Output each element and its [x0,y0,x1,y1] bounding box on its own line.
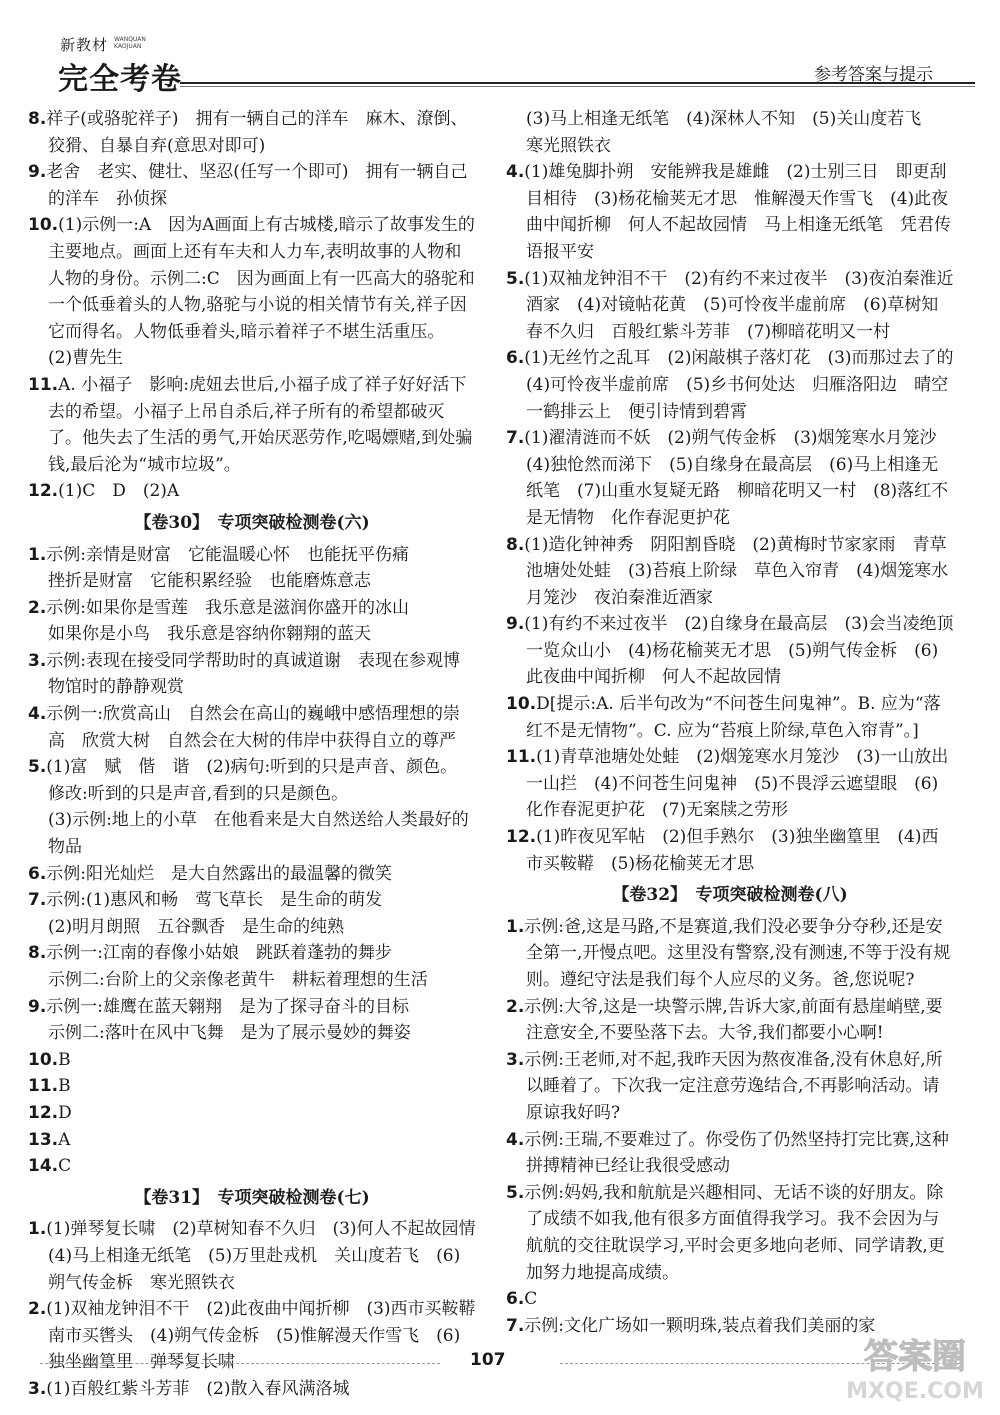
answer-number: 8. [28,109,47,129]
answer-item [28,372,476,478]
answer-text: (1)C D (2)A [58,481,180,502]
answer-number: 2. [28,597,47,618]
header-rule-thin [180,86,975,87]
section-heading-32: 【卷32】 专项突破检测卷(八) [612,885,848,906]
answer-item [28,1100,476,1127]
answer-item [28,1047,476,1074]
answer-number: 8. [506,534,525,555]
continued-answer: (3)马上相逢无纸笔 (4)深林人不知 (5)关山度若飞 寒光照铁衣 [526,109,939,156]
answer-text: B [58,1076,71,1097]
answer-text: 示例:大爷,这是一块警示牌,告诉大家,前面有悬崖峭壁,要注意安全,不要坠落下去。大爷,我们都要小心啊! [524,996,943,1044]
brand-latin [114,36,146,50]
answer-text: 示例:文化广场如一颗明珠,装点着我们美丽的家 [524,1315,876,1336]
answer-item [506,744,954,824]
answer-number: 5. [28,757,47,778]
answer-number: 12. [28,481,59,502]
answer-number: 8. [28,943,47,964]
answer-number: 12. [506,827,537,848]
answer-item [28,1073,476,1100]
answer-subline: (3)示例:地上的小草 在他看来是大自然送给人类最好的物品 [48,810,469,858]
answer-number: 10. [506,694,537,715]
answer-text: (1)弹琴复长啸 (2)草树知春不久归 (3)何人不起故园情 (4)马上相逢无纸笔 (5)万里赴戎机 关山度若飞 (6)朔气传金柝 寒光照铁衣 [46,1219,493,1293]
answer-number: 11. [506,747,537,768]
answer-number: 3. [28,1378,47,1399]
answer-subline: (2)明月朗照 五谷飘香 是生命的纯熟 [48,916,345,937]
answer-text: C [58,1156,72,1177]
answer-text: (1)无丝竹之乱耳 (2)闲敲棋子落灯花 (3)而那过去了的 (4)可怜夜半虚前席 (5)乡书何处达 归雁洛阳边 晴空一鹤排云上 便引诗情到碧霄 [524,348,971,422]
answer-number: 5. [506,268,525,289]
answer-text: (1)百般红紫斗芳菲 (2)散入春风满洛城 [46,1378,350,1399]
page-header [30,30,975,97]
answer-subline: 如果你是小鸟 我乐意是容纳你翱翔的蓝天 [48,624,371,645]
answer-item [28,1153,476,1180]
page-number: 107 [470,1350,506,1370]
answer-number: 13. [28,1129,59,1150]
answer-item [506,1180,954,1286]
answer-item [28,754,476,807]
answer-item [506,1286,954,1313]
answer-text: (1)青草池塘处处蛙 (2)烟笼寒水月笼沙 (3)一山放出一山拦 (4)不问苍生问鬼神 (5)不畏浮云遮望眼 (6)化作春泥更护花 (7)无案牍之劳形 [526,747,949,821]
answer-number: 11. [28,374,59,395]
answer-text: (1)双袖龙钟泪不干 (2)此夜曲中闻折柳 (3)西市买鞍鞯 南市买辔头 (4)朔气传金柝 (5)惟解漫天作雪飞 (6)独坐幽篁里 弹琴复长啸 [46,1299,493,1373]
answer-item [28,595,476,622]
answer-item [506,824,954,877]
answer-text: 示例:爸,这是马路,不是赛道,我们没必要争分夺秒,还是安全第一,开慢点吧。这里没有警察,没有测速,不等于没有规则。遵纪守法是我们每个人应尽的义务。爸,您说呢? [524,916,951,990]
answer-number: 9. [506,614,525,635]
answer-item [506,994,954,1047]
answer-number: 14. [28,1156,59,1177]
answer-subline: 挫折是财富 它能积累经验 也能磨炼意志 [48,571,371,592]
answer-text: 示例:王瑞,不要难过了。你受伤了仍然坚持打完比赛,这种拼搏精神已经让我很受感动 [524,1129,949,1177]
answer-text: 示例:如果你是雪莲 我乐意是滋润你盛开的冰山 [46,597,410,618]
answer-text: (1)有约不来过夜半 (2)自缘身在最高层 (3)会当凌绝顶 一览众山小 (4)杨花榆荚无才思 (5)朔气传金柝 (6)此夜曲中闻折柳 何人不起故园情 [524,614,971,688]
answer-item [28,861,476,888]
answer-item [28,994,476,1021]
answer-item [28,212,476,372]
answer-text: 示例一:江南的春像小姑娘 跳跃着蓬勃的舞步 [46,943,393,964]
answer-text: A. 小福子 影响:虎妞去世后,小福子成了祥子好好活下去的希望。小福子上吊自杀后,祥子所有的希望都破灭了。他失去了生活的勇气,开始厌恶劳作,吃喝嫖赌,到处骗钱,最后沦为“城市垃圾”。 [48,374,473,475]
answer-number: 1. [28,544,47,565]
answer-number: 2. [28,1299,47,1320]
answer-text: 示例:表现在接受同学帮助时的真诚道谢 表现在参观博物馆时的静静观赏 [46,650,461,698]
answer-text: (1)造化钟神秀 阴阳割昏晓 (2)黄梅时节家家雨 青草池塘处处蛙 (3)苔痕上阶绿 草色入帘青 (4)烟笼寒水月笼沙 夜泊秦淮近酒家 [524,534,949,608]
answer-text: 示例:妈妈,我和航航是兴趣相同、无话不谈的好朋友。除了成绩不如我,他有很多方面值得我学习。我不会因为与航航的交往耽误学习,平时会更多地向老师、同学请教,更加努力地提高成绩。 [524,1182,945,1283]
answer-text: (1)濯清涟而不妖 (2)朔气传金柝 (3)烟笼寒水月笼沙 (4)独怆然而涕下 (5)自缘身在最高层 (6)马上相逢无纸笔 (7)山重水复疑无路 柳暗花明又一村 (8)落红不是无情物 化作春泥更护花 [524,428,954,528]
footer-rule-left [40,1363,440,1364]
right-answers-b [506,914,954,1340]
answer-number: 12. [28,1102,59,1123]
answer-item [28,478,476,505]
answer-number: 2. [506,996,525,1017]
answer-item [28,1376,476,1403]
answer-text: 示例一:雄鹰在蓝天翱翔 是为了探寻奋斗的目标 [46,996,410,1017]
brand-subtitle: 新教材 [60,36,109,54]
answer-item [506,266,954,346]
answer-number: 3. [506,1049,525,1070]
brand-latin-1: WANQUAN [114,36,146,43]
brand-latin-2: KAOJUAN [114,43,142,50]
answer-number: 5. [506,1182,525,1203]
answer-text: 示例一:欣赏高山 自然会在高山的巍峨中感悟理想的崇高 欣赏大树 自然会在大树的伟岸中获得自立的尊严 [46,704,461,751]
answer-number: 7. [506,428,525,449]
answer-text: 示例:(1)惠风和畅 莺飞草长 是生命的萌发 [46,890,383,911]
answer-text: (1)富 赋 偕 谐 (2)病句:听到的只是声音、颜色。 修改:听到的只是声音,看到的只是颜色。 [46,757,466,804]
answer-item [28,701,476,754]
answer-number: 11. [28,1076,59,1097]
answer-number: 4. [506,162,525,183]
answer-number: 10. [28,1049,59,1070]
answer-text: C [524,1289,538,1310]
answer-number: 6. [506,348,525,369]
answer-text: B [58,1049,71,1070]
answer-item [506,914,954,994]
answer-text: 示例:亲情是财富 它能温暖心怀 也能抚平伤痛 [46,544,410,565]
answer-text: 祥子(或骆驼祥子) 拥有一辆自己的洋车 麻木、潦倒、狡猾、自暴自弃(意思对即可) [46,109,468,156]
answer-item [28,542,476,569]
answer-item [28,648,476,701]
answer-item [506,1127,954,1180]
right-answers-a [506,159,971,877]
answer-number: 10. [28,215,59,236]
answer-item [506,611,971,691]
answer-text: (1)示例一:A 因为A画面上有古城楼,暗示了故事发生的主要地点。画面上还有车夫和人力车,表明故事的人物和人物的身份。示例二:C 因为画面上有一匹高大的骆驼和一个低垂着头的人物,骆驼与小说的相关情节有关,祥子因它而得名。人物低垂着头,暗示着祥子不堪生活重压。 (2)曹先生 [48,215,475,369]
answer-item [28,1216,493,1296]
watermark-text: 答案圈 [864,1337,966,1377]
header-section-title: 参考答案与提示 [814,65,933,85]
answer-text: 示例:阳光灿烂 是大自然露出的最温馨的微笑 [46,863,393,884]
watermark-url: MXQE.COM [846,1379,984,1404]
answer-item [28,940,476,967]
answer-number: 3. [28,650,47,671]
right-column [506,106,971,1339]
answer-item [28,159,476,212]
answer-item [28,106,476,159]
answer-number: 6. [28,863,47,884]
section-heading-31: 【卷31】 专项突破检测卷(七) [134,1187,370,1208]
answer-number: 1. [28,1219,47,1240]
answer-text: D[提示:A. 后半句改为“不问苍生问鬼神”。B. 应为“落红不是无情物”。C. 应为“苔痕上阶绿,草色入帘青”。] [526,694,941,741]
answer-number: 4. [28,704,47,725]
answer-number: 7. [506,1315,525,1336]
left-answers-b [28,542,476,1180]
answer-text: 老舍 老实、健壮、坚忍(任写一个即可) 拥有一辆自己的洋车 孙侦探 [46,162,468,209]
answer-item [506,691,954,744]
answer-item [28,1127,476,1154]
answer-text: 示例:王老师,对不起,我昨天因为熬夜准备,没有休息好,所以睡着了。下次我一定注意劳逸结合,不再影响活动。请原谅我好吗? [524,1049,943,1123]
answer-item [506,159,954,265]
answer-number: 9. [28,996,47,1017]
section-heading-30: 【卷30】 专项突破检测卷(六) [134,512,370,533]
answer-text: (1)雄兔脚扑朔 安能辨我是雄雌 (2)士别三日 即更刮目相待 (3)杨花榆荚无才思 惟解漫天作雪飞 (4)此夜曲中闻折柳 何人不起故园情 马上相逢无纸笔 凭君传语报平安 [524,162,951,262]
answer-number: 6. [506,1289,525,1310]
answer-subline: 示例二:台阶上的父亲像老黄牛 耕耘着理想的生活 [48,970,428,990]
answer-item [28,887,476,914]
answer-number: 7. [28,890,47,911]
answer-text: A [58,1129,71,1150]
watermark-logo [845,1328,985,1406]
brand-logo: 完全考卷 [58,62,182,97]
answer-item [506,1047,954,1127]
answer-item [506,345,971,425]
answer-subline: 示例二:落叶在风中飞舞 是为了展示曼妙的舞姿 [48,1023,411,1044]
answer-text: (1)昨夜见军帖 (2)但手熟尔 (3)独坐幽篁里 (4)西市买鞍鞯 (5)杨花榆荚无才思 [526,827,939,874]
answer-number: 9. [28,162,47,183]
answer-item [506,532,954,612]
answer-text: (1)双袖龙钟泪不干 (2)有约不来过夜半 (3)夜泊秦淮近酒家 (4)对镜帖花黄 (5)可怜夜半虚前席 (6)草树知春不久归 百般红紫斗芳菲 (7)柳暗花明又一村 [524,268,954,342]
left-answers-a [28,106,476,505]
answer-text: D [58,1102,72,1123]
answer-number: 4. [506,1129,525,1150]
answer-number: 1. [506,916,525,937]
answer-item [506,425,954,531]
